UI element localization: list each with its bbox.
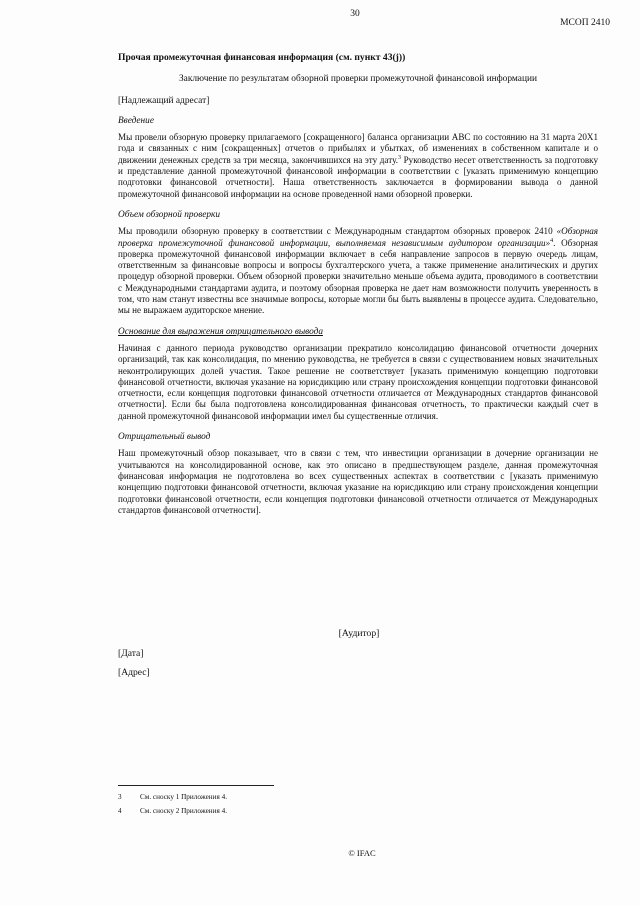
footnote-ref-3: 3 <box>398 154 401 161</box>
conclusion-paragraph: Наш промежуточный обзор показывает, что в связи с тем, что инвестиции организации в дочерние организации не учитываются на консолидированной основе, как это описано в предшествующем разделе, данная промежуточная финансовая информация не подготовлена во всех существенных аспектах в соответствии с [указать применимую концепцию подготовки финансовой отчетности, включая указание на юрисдикцию или страну происхождения концепции подготовки финансовой отчетности, если концепция подготовки финансовой отчетности отличается от Международных стандартов финансовой отчетности]. <box>118 448 598 515</box>
footnote-text: См. сноску 2 Приложения 4. <box>140 807 227 815</box>
report-date: [Дата] <box>118 648 144 659</box>
footnote-divider <box>118 785 274 786</box>
footnote-3 <box>118 793 227 801</box>
standard-title: «Обзорная проверка промежуточной финансовой информации, выполняемая независимым аудитором организации» <box>118 226 598 248</box>
document-code: МСОП 2410 <box>560 18 610 28</box>
auditor-signature: [Аудитор] <box>338 628 380 639</box>
footnote-number: 4 <box>118 807 122 815</box>
introduction-text-a: Мы провели обзорную проверку прилагаемого [сокращенного] баланса организации АВС по состоянию на 31 марта 20Х1 года и связанных с ним [сокращенных] отчетов о прибылях и убытках, об изменениях в собственном капитале и о движении денежных средств за три месяца, закончившихся на эту дату. <box>118 132 598 165</box>
addressee: [Надлежащий адресат] <box>118 95 210 106</box>
report-title: Заключение по результатам обзорной проверки промежуточной финансовой информации <box>178 74 538 85</box>
footnote-number: 3 <box>118 793 122 801</box>
section-title-basis: Основание для выражения отрицательного вывода <box>118 326 323 337</box>
section-title-conclusion: Отрицательный вывод <box>118 432 211 443</box>
scope-text-b: . Обзорная проверка промежуточной финансовой информации включает в себя направление запросов в первую очередь лицам, ответственным за финансовые вопросы и вопросы бухгалтерского учета, а также применение аналитических и других процедур обзорной проверки. Объем обзорной проверки значительно меньше объема аудита, проводимого в соответствии с Международными стандартами аудита, и поэтому обзорная проверка не дает нам возможности получить уверенность в том, что нам станут известны все значимые вопросы, которые могли бы быть выявлены в процессе аудита. Следовательно, мы не выражаем аудиторское мнение. <box>118 237 598 316</box>
scope-text-a: Мы проводили обзорную проверку в соответствии с Международным стандартом обзорных проверок 2410 <box>118 226 557 237</box>
section-title-introduction: Введение <box>118 115 154 126</box>
report-body <box>118 52 598 526</box>
introduction-paragraph <box>118 132 598 200</box>
footnote-text: См. сноску 1 Приложения 4. <box>140 793 227 801</box>
copyright-notice: © IFAC <box>348 848 376 858</box>
footnote-ref-4: 4 <box>550 237 554 244</box>
scope-paragraph <box>118 226 598 316</box>
section-title-scope: Объем обзорной проверки <box>118 209 221 220</box>
introduction-text-b: Руководство несет ответственность за подготовку и представление данной промежуточной финансовой информации в соответствии с [указать применимую концепцию подготовки финансовой отчетности]. Наша ответственность заключается в формировании вывода о данной промежуточной финансовой информации на основе проведенной нами обзорной проверки. <box>118 154 598 199</box>
appendix-heading: Прочая промежуточная финансовая информация (см. пункт 43(j)) <box>118 52 406 63</box>
page-number: 30 <box>350 9 360 19</box>
auditor-address: [Адрес] <box>118 667 150 678</box>
basis-paragraph: Начиная с данного периода руководство организации прекратило консолидацию финансовой отчетности дочерних организаций, так как консолидация, по мнению руководства, не требуется в связи с существованием новых значительных неконтролирующих долей участия. Такое решение не соответствует [указать применимую концепцию подготовки финансовой отчетности, включая указание на юрисдикцию или страну происхождения концепции подготовки финансовой отчетности, если концепция подготовки финансовой отчетности отличается от Международных стандартов финансовой отчетности]. Если бы была подготовлена консолидированная финансовая отчетность, то практически каждый счет в данной промежуточной финансовой информации имел бы существенные отличия. <box>118 342 598 421</box>
footnote-4 <box>118 807 227 815</box>
